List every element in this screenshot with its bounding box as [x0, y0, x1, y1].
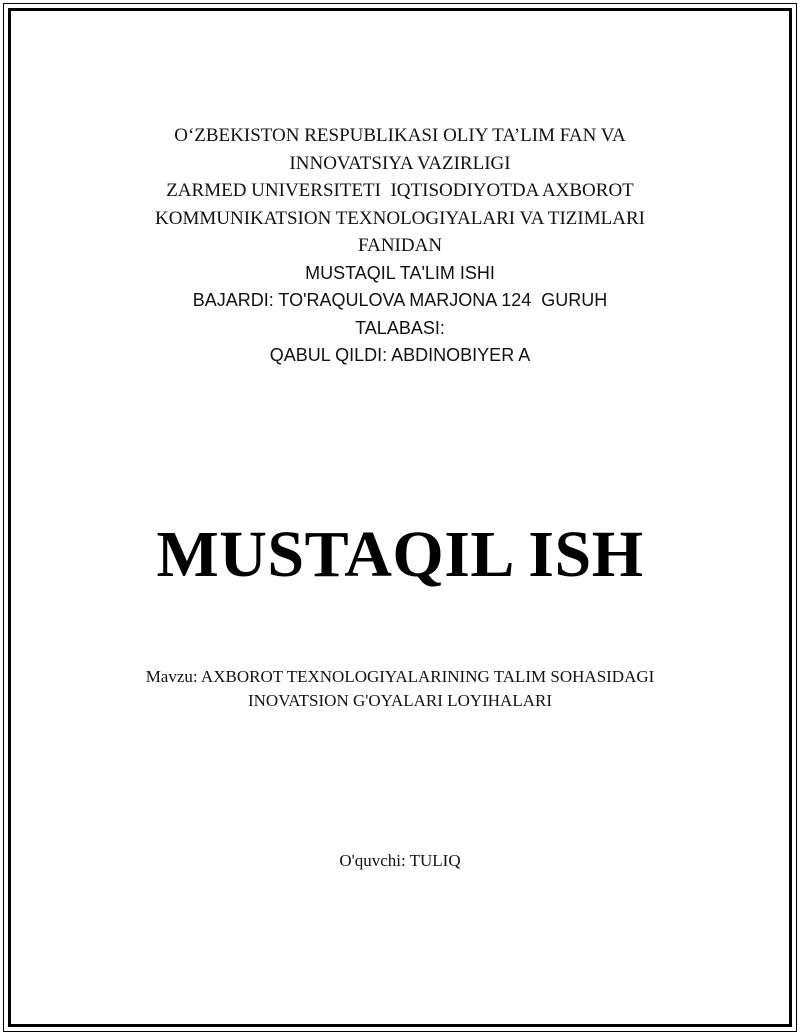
header-line-work-type: MUSTAQIL TA'LIM ISHI	[305, 262, 495, 283]
header-line-fanidan: FANIDAN	[357, 235, 443, 256]
header-line-talabasi: TALABASI:	[355, 317, 445, 338]
topic-line-1: Mavzu: AXBOROT TEXNOLOGIYALARINING TALIM SOHASIDAGI	[145, 667, 655, 686]
header-line-ministry-1: O‘ZBEKISTON RESPUBLIKASI OLIY TA’LIM FAN VA	[174, 125, 626, 146]
document-title: MUSTAQIL ISH	[156, 518, 644, 591]
header-line-ministry-2: INNOVATSIYA VAZIRLIGI	[289, 152, 511, 174]
header-line-university: ZARMED UNIVERSITETI IQTISODIYOTDA AXBOROT	[166, 180, 634, 201]
reader-line: O'quvchi: TULIQ	[339, 851, 461, 870]
document-topic	[60, 665, 740, 713]
header-line-author: BAJARDI: TO'RAQULOVA MARJONA 124 GURUH	[192, 290, 608, 310]
header-line-subject: KOMMUNIKATSION TEXNOLOGIYALARI VA TIZIMLARI	[155, 207, 645, 229]
header-line-reviewer: QABUL QILDI: ABDINOBIYER A	[269, 345, 531, 365]
topic-line-2: INOVATSION G'OYALARI LOYIHALARI	[247, 691, 552, 710]
cover-header	[60, 122, 740, 370]
